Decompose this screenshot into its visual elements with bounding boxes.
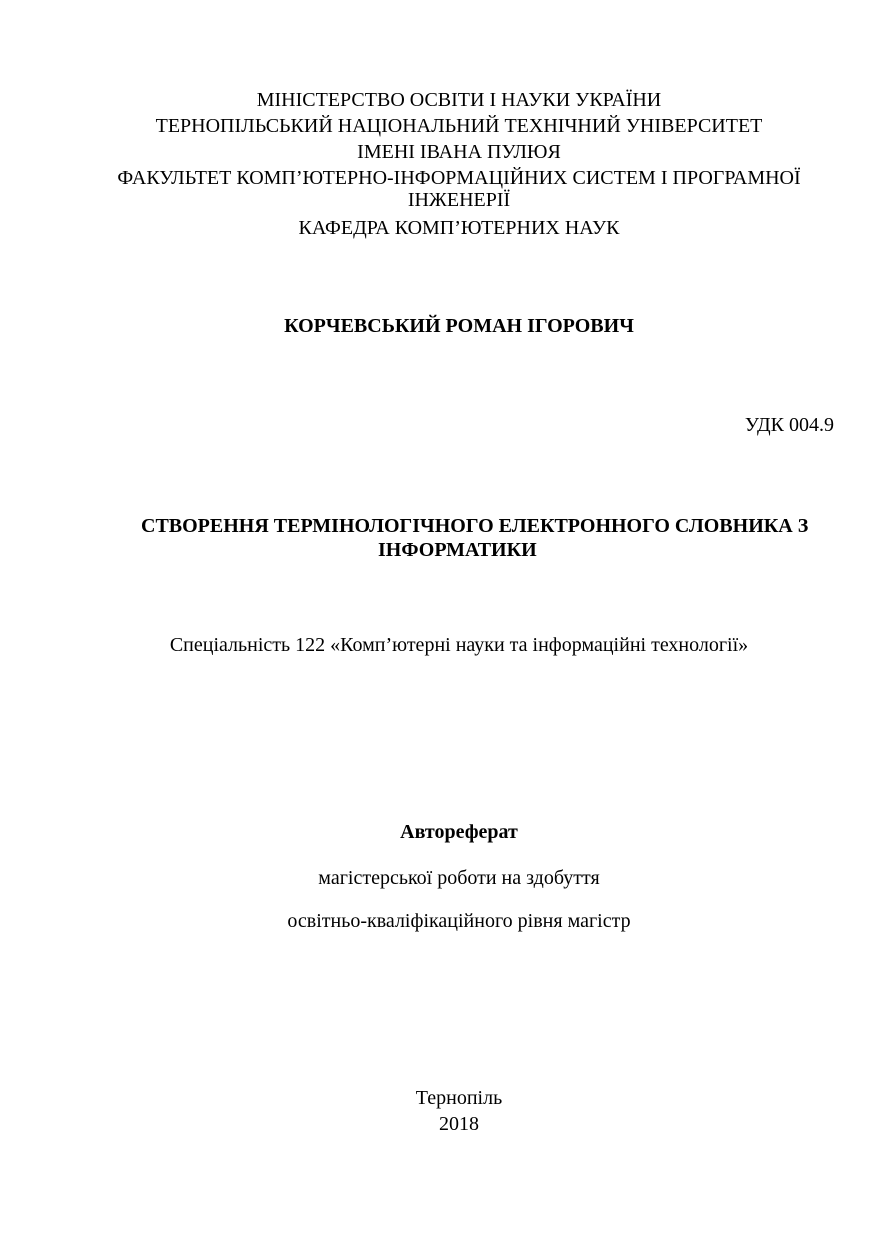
university-name-heading: ІМЕНІ ІВАНА ПУЛЮЯ: [357, 141, 561, 163]
faculty-heading-continued: ІНЖЕНЕРІЇ: [407, 189, 511, 211]
thesis-title-line2: ІНФОРМАТИКИ: [378, 539, 537, 561]
ministry-heading: МІНІСТЕРСТВО ОСВІТИ І НАУКИ УКРАЇНИ: [256, 89, 662, 111]
year: 2018: [439, 1113, 479, 1135]
department-heading: КАФЕДРА КОМП’ЮТЕРНИХ НАУК: [298, 217, 620, 239]
university-heading: ТЕРНОПІЛЬСЬКИЙ НАЦІОНАЛЬНИЙ ТЕХНІЧНИЙ УНІВЕРСИТЕТ: [155, 115, 763, 137]
abstract-description-line2: освітньо-кваліфікаційного рівня магістр: [287, 910, 631, 932]
author-name: КОРЧЕВСЬКИЙ РОМАН ІГОРОВИЧ: [284, 315, 634, 337]
udk-code: УДК 004.9: [744, 414, 834, 436]
abstract-description-line1: магістерської роботи на здобуття: [318, 867, 600, 889]
city: Тернопіль: [415, 1087, 503, 1109]
faculty-heading: ФАКУЛЬТЕТ КОМП’ЮТЕРНО-ІНФОРМАЦІЙНИХ СИСТЕМ І ПРОГРАМНОЇ: [117, 167, 801, 189]
specialty-line: Спеціальність 122 «Комп’ютерні науки та інформаційні технології»: [169, 634, 749, 656]
abstract-label: Автореферат: [400, 821, 518, 843]
thesis-title-line1: СТВОРЕННЯ ТЕРМІНОЛОГІЧНОГО ЕЛЕКТРОННОГО СЛОВНИКА З: [141, 515, 809, 537]
